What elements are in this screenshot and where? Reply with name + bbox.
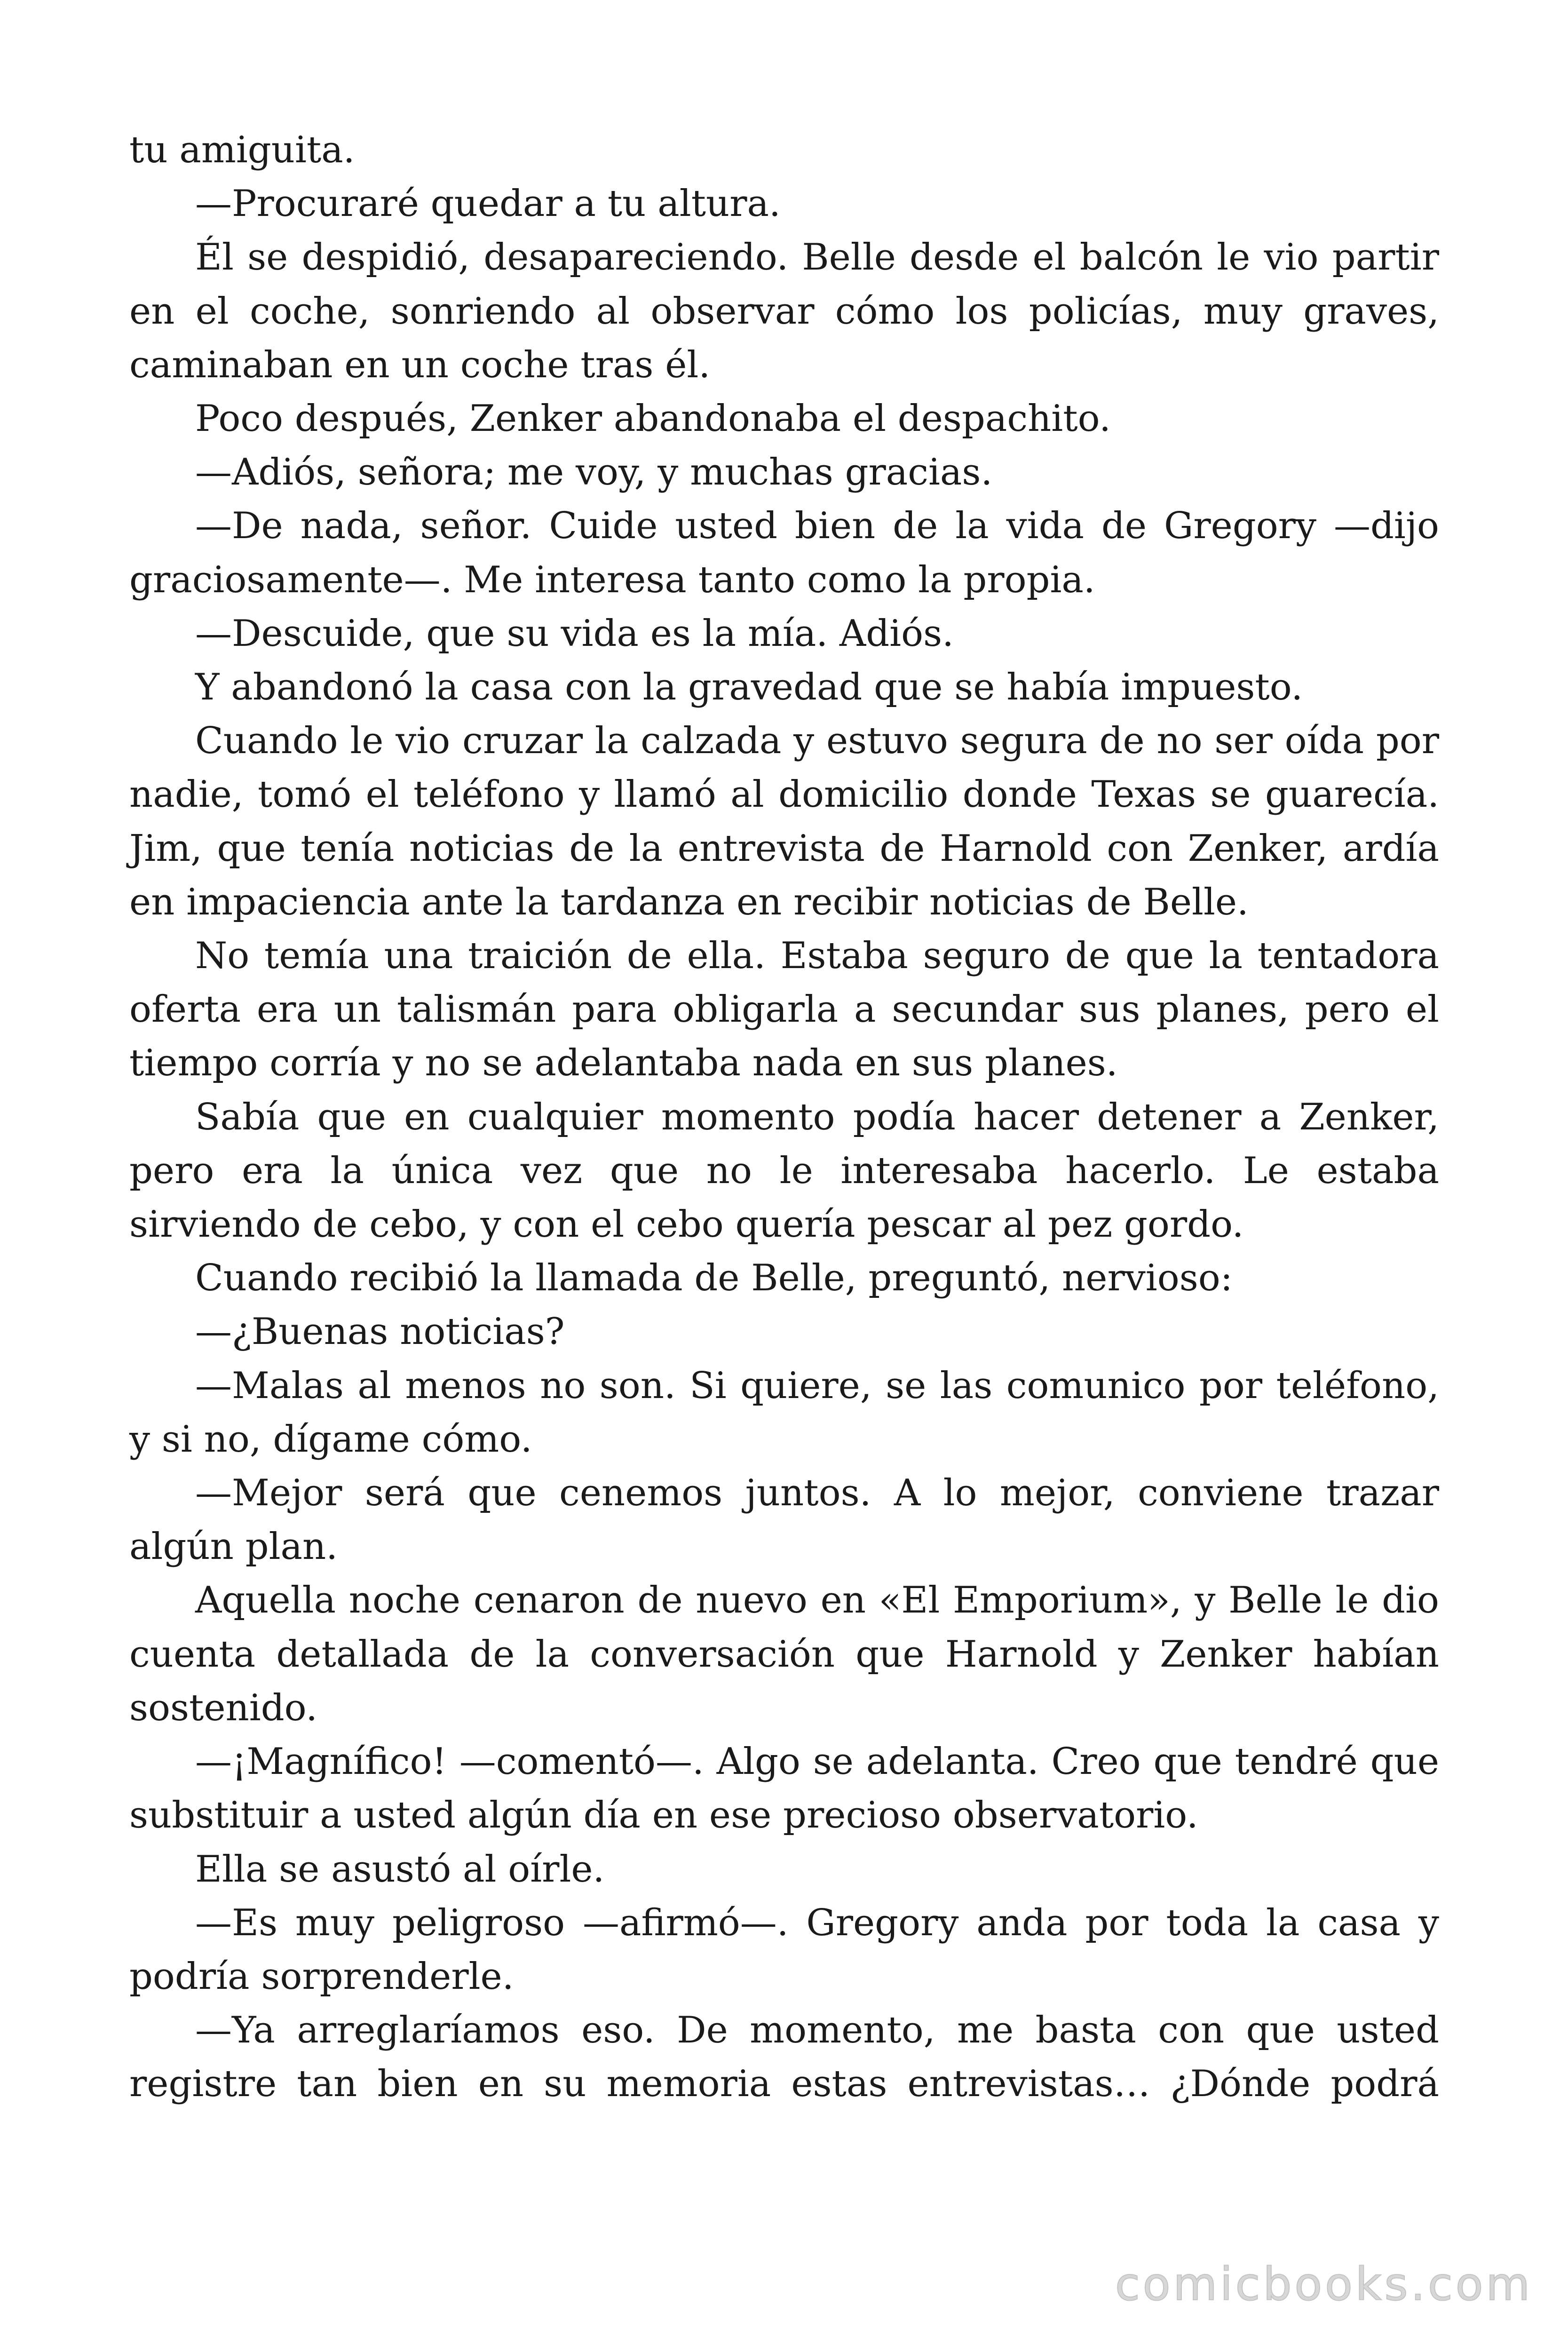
watermark: comicbooks.com bbox=[1115, 2258, 1533, 2311]
paragraph: —¿Buenas noticias? bbox=[195, 1311, 565, 1353]
paragraph: Poco después, Zenker abandonaba el despachito. bbox=[195, 397, 1111, 440]
paragraph: —Descuide, que su vida es la mía. Adiós. bbox=[195, 612, 954, 655]
paragraph: tu amiguita. bbox=[129, 129, 355, 171]
paragraph: —Procuraré quedar a tu altura. bbox=[195, 183, 781, 225]
paragraph: —De nada, señor. Cuide usted bien de la vida de Gregory —dijo graciosamente—. Me interesa tanto como la propia. bbox=[129, 505, 1439, 601]
paragraph: Cuando recibió la llamada de Belle, preguntó, nervioso: bbox=[195, 1257, 1233, 1300]
page-body-text bbox=[129, 123, 1439, 2111]
paragraph: —Adiós, señora; me voy, y muchas gracias. bbox=[195, 451, 993, 494]
paragraph: Aquella noche cenaron de nuevo en «El Emporium», y Belle le dio cuenta detallada de la conversación que Harnold y Zenker habían sostenido. bbox=[129, 1579, 1439, 1729]
paragraph: —Ya arreglaríamos eso. De momento, me basta con que usted registre tan bien en su memoria estas entrevistas… ¿Dónde podrá bbox=[129, 2009, 1439, 2106]
paragraph: —Es muy peligroso —afirmó—. Gregory anda por toda la casa y podría sorprenderle. bbox=[129, 1901, 1439, 1998]
paragraph: Sabía que en cualquier momento podía hacer detener a Zenker, pero era la única vez que no le interesaba hacerlo. Le estaba sirviendo de cebo, y con el cebo quería pescar al pez gordo. bbox=[129, 1096, 1439, 1246]
paragraph: Cuando le vio cruzar la calzada y estuvo segura de no ser oída por nadie, tomó el teléfono y llamó al domicilio donde Texas se guarecía. Jim, que tenía noticias de la entrevista de Harnold con Zenker, ardía en impaciencia ante la tardanza en recibir noticias de Belle. bbox=[129, 720, 1439, 923]
paragraph: —Malas al menos no son. Si quiere, se las comunico por teléfono, y si no, dígame cómo. bbox=[129, 1364, 1439, 1461]
paragraph: Él se despidió, desapareciendo. Belle desde el balcón le vio partir en el coche, sonriendo al observar cómo los policías, muy graves, caminaban en un coche tras él. bbox=[129, 236, 1439, 386]
paragraph: Ella se asustó al oírle. bbox=[195, 1848, 605, 1891]
paragraph: —Mejor será que cenemos juntos. A lo mejor, conviene trazar algún plan. bbox=[129, 1472, 1439, 1568]
paragraph: No temía una traición de ella. Estaba seguro de que la tentadora oferta era un talismán para obligarla a secundar sus planes, pero el tiempo corría y no se adelantaba nada en sus planes. bbox=[129, 935, 1439, 1085]
paragraph: —¡Magnífico! —comentó—. Algo se adelanta. Creo que tendré que substituir a usted algún día en ese precioso observatorio. bbox=[129, 1740, 1439, 1837]
paragraph: Y abandonó la casa con la gravedad que se había impuesto. bbox=[195, 666, 1303, 709]
